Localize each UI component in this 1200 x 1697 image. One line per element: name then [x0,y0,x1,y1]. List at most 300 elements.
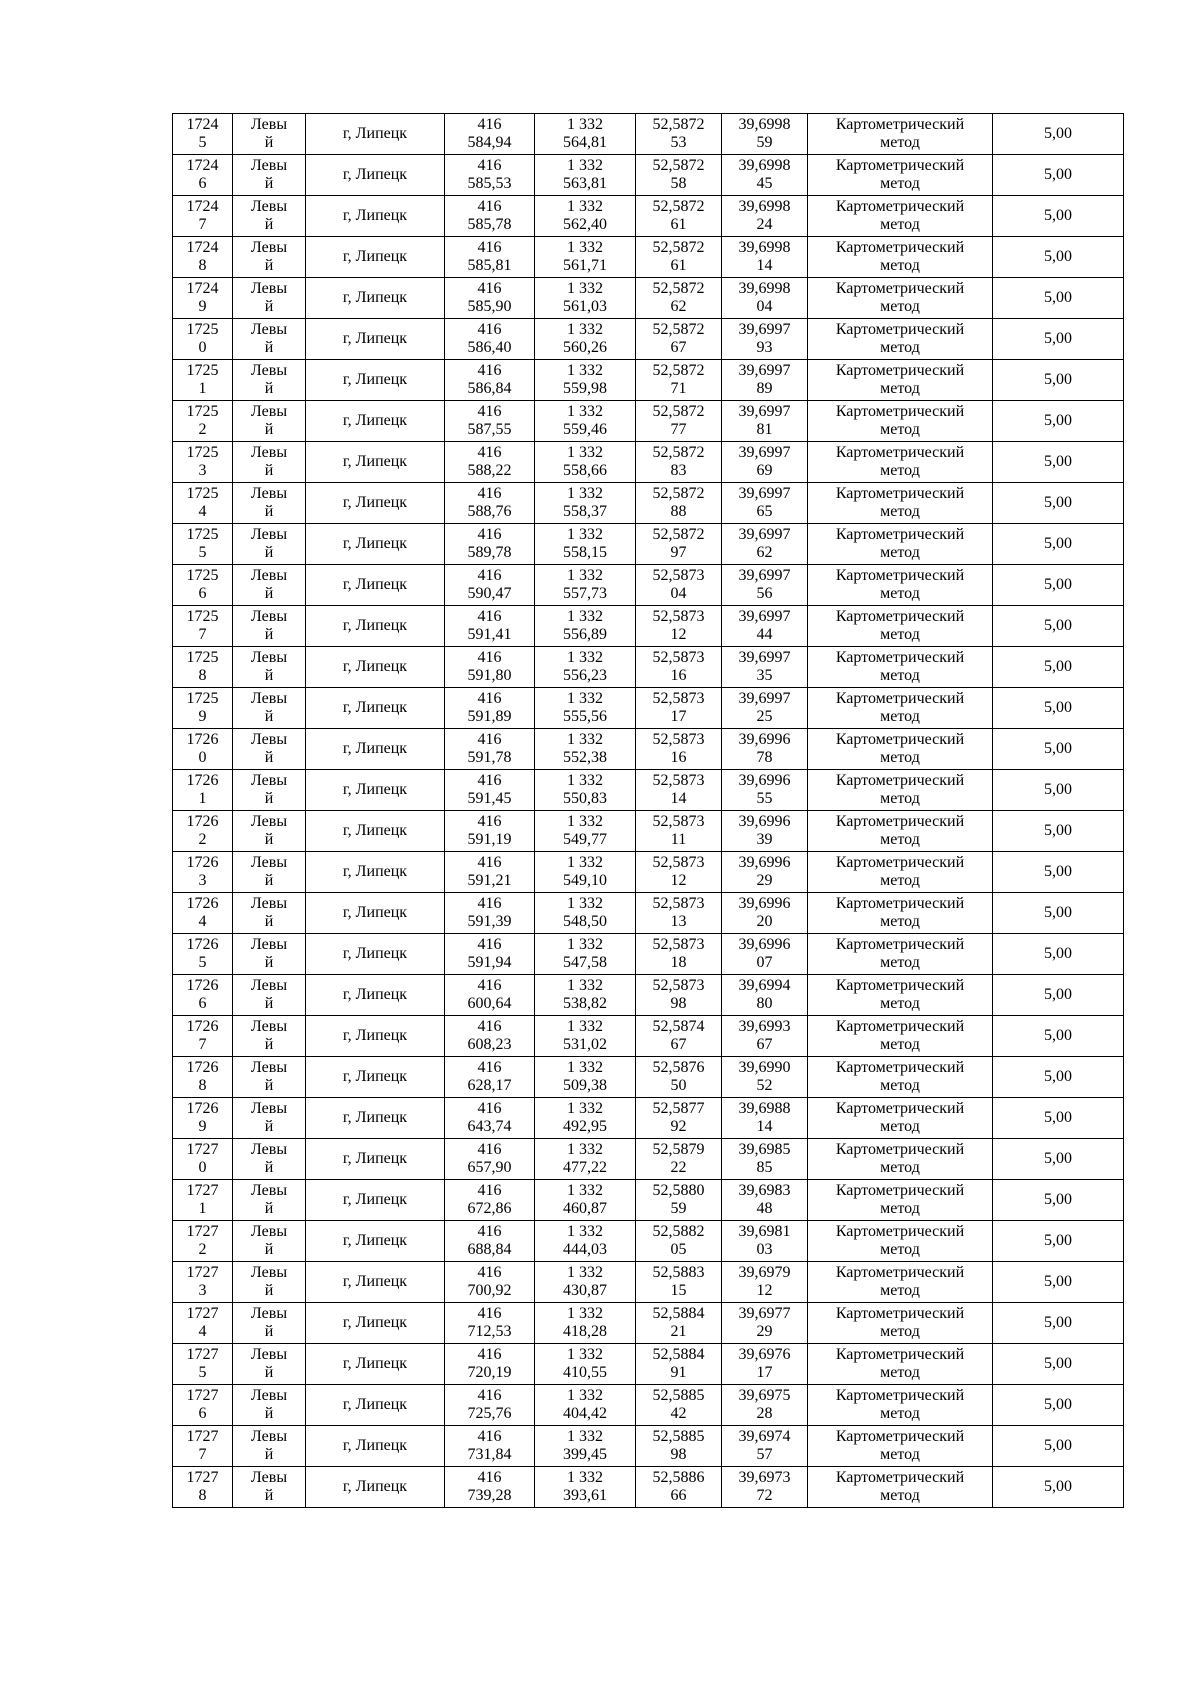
longitude-cell [722,811,808,852]
locality-cell [306,114,445,155]
cell-text: 44 [756,626,773,643]
point-number-cell [173,524,233,565]
point-number-cell [173,196,233,237]
cell-text: 5,00 [1044,248,1072,265]
latitude-cell [636,606,722,647]
cell-text: й [264,585,274,602]
cell-text: г, Липецк [342,207,408,224]
cell-text: 39,6975 [738,1387,791,1404]
cell-text: Картометрический [835,854,965,871]
cell-text: Картометрический [835,731,965,748]
longitude-cell [722,1098,808,1139]
cell-text: 416 [477,813,502,830]
cell-text: метод [880,1446,920,1463]
method-cell [808,278,993,319]
point-number-cell [173,401,233,442]
table-row [173,360,1124,401]
cell-text: 1 [198,1200,207,1217]
cell-text: 5,00 [1044,494,1072,511]
cell-text: 418,28 [563,1323,607,1340]
longitude-cell [722,975,808,1016]
cell-text: 416 [477,649,502,666]
latitude-cell [636,1385,722,1426]
cell-text: 52,5886 [652,1469,705,1486]
cell-text: 444,03 [563,1241,607,1258]
locality-cell [306,1016,445,1057]
cell-text: 591,94 [467,954,512,971]
latitude-cell [636,647,722,688]
cell-text: 416 [477,1346,502,1363]
cell-text: 52,5885 [652,1428,705,1445]
cell-text: 59 [756,134,773,151]
point-number-cell [173,606,233,647]
cell-text: г, Липецк [342,1109,408,1126]
cell-text: й [264,1282,274,1299]
cell-text: й [264,667,274,684]
cell-text: 5,00 [1044,289,1072,306]
method-cell [808,401,993,442]
method-cell [808,237,993,278]
y-coordinate-cell [535,319,636,360]
bank-side-cell [233,852,306,893]
accuracy-cell [993,1221,1124,1262]
x-coordinate-cell [445,1139,535,1180]
cell-text: 416 [477,157,502,174]
method-cell [808,934,993,975]
cell-text: й [264,1200,274,1217]
cell-text: 52,5882 [652,1223,705,1240]
bank-side-cell [233,442,306,483]
longitude-cell [722,1057,808,1098]
cell-text: 6 [198,175,207,192]
cell-text: 1 332 [567,1141,603,1158]
cell-text: 0 [198,749,207,766]
cell-text: 416 [477,526,502,543]
longitude-cell [722,155,808,196]
cell-text: 83 [670,462,687,479]
accuracy-cell [993,114,1124,155]
cell-text: 559,46 [563,421,607,438]
cell-text: 416 [477,239,502,256]
cell-text: 416 [477,567,502,584]
x-coordinate-cell [445,811,535,852]
cell-text: метод [880,831,920,848]
accuracy-cell [993,319,1124,360]
x-coordinate-cell [445,1385,535,1426]
cell-text: 67 [756,1036,773,1053]
cell-text: 586,84 [467,380,512,397]
longitude-cell [722,565,808,606]
point-number-cell [173,278,233,319]
cell-text: 52,5877 [652,1100,705,1117]
cell-text: г, Липецк [342,412,408,429]
cell-text: й [264,995,274,1012]
x-coordinate-cell [445,688,535,729]
cell-text: Картометрический [835,198,965,215]
cell-text: 585,81 [467,257,512,274]
latitude-cell [636,770,722,811]
cell-text: 8 [198,1487,207,1504]
point-number-cell [173,1344,233,1385]
x-coordinate-cell [445,1303,535,1344]
latitude-cell [636,1139,722,1180]
cell-text: Левы [250,198,288,215]
longitude-cell [722,1016,808,1057]
cell-text: 600,64 [467,995,512,1012]
cell-text: метод [880,1036,920,1053]
cell-text: 5,00 [1044,781,1072,798]
cell-text: 56 [756,585,773,602]
longitude-cell [722,114,808,155]
accuracy-cell [993,1180,1124,1221]
cell-text: 561,03 [563,298,607,315]
cell-text: Левы [250,1141,288,1158]
accuracy-cell [993,1139,1124,1180]
cell-text: 1726 [186,1059,219,1076]
cell-text: 45 [756,175,773,192]
cell-text: Картометрический [835,157,965,174]
cell-text: г, Липецк [342,330,408,347]
cell-text: й [264,421,274,438]
accuracy-cell [993,1385,1124,1426]
accuracy-cell [993,852,1124,893]
cell-text: 5,00 [1044,576,1072,593]
cell-text: метод [880,257,920,274]
cell-text: 5,00 [1044,617,1072,634]
latitude-cell [636,196,722,237]
longitude-cell [722,1344,808,1385]
method-cell [808,360,993,401]
cell-text: Картометрический [835,1018,965,1035]
cell-text: 5,00 [1044,822,1072,839]
table-row [173,1467,1124,1508]
cell-text: 1 332 [567,1100,603,1117]
cell-text: 1 332 [567,1223,603,1240]
cell-text: 416 [477,1141,502,1158]
point-number-cell [173,565,233,606]
cell-text: метод [880,1323,920,1340]
cell-text: 1726 [186,936,219,953]
cell-text: 1 332 [567,649,603,666]
cell-text: Картометрический [835,1223,965,1240]
cell-text: 1 332 [567,239,603,256]
x-coordinate-cell [445,1057,535,1098]
longitude-cell [722,1180,808,1221]
cell-text: метод [880,421,920,438]
cell-text: 5,00 [1044,535,1072,552]
longitude-cell [722,688,808,729]
table-row [173,114,1124,155]
cell-text: 11 [670,831,687,848]
cell-text: 52,5880 [652,1182,705,1199]
cell-text: 1 332 [567,1264,603,1281]
cell-text: 39,6988 [738,1100,791,1117]
accuracy-cell [993,893,1124,934]
y-coordinate-cell [535,1016,636,1057]
latitude-cell [636,114,722,155]
cell-text: г, Липецк [342,453,408,470]
cell-text: Левы [250,116,288,133]
y-coordinate-cell [535,401,636,442]
cell-text: 39,6997 [738,321,791,338]
cell-text: 560,26 [563,339,607,356]
cell-text: 65 [756,503,773,520]
cell-text: г, Липецк [342,863,408,880]
cell-text: 55 [756,790,773,807]
cell-text: 1726 [186,813,219,830]
x-coordinate-cell [445,1467,535,1508]
locality-cell [306,811,445,852]
cell-text: 416 [477,321,502,338]
cell-text: 93 [756,339,773,356]
cell-text: метод [880,626,920,643]
longitude-cell [722,442,808,483]
cell-text: 3 [198,1282,207,1299]
locality-cell [306,729,445,770]
latitude-cell [636,278,722,319]
bank-side-cell [233,893,306,934]
bank-side-cell [233,483,306,524]
table-row [173,729,1124,770]
cell-text: 559,98 [563,380,607,397]
table-row [173,1180,1124,1221]
y-coordinate-cell [535,483,636,524]
cell-text: г, Липецк [342,658,408,675]
cell-text: г, Липецк [342,166,408,183]
cell-text: 98 [670,995,687,1012]
cell-text: 52,5873 [652,936,705,953]
cell-text: 50 [670,1077,687,1094]
cell-text: 1726 [186,772,219,789]
cell-text: 399,45 [563,1446,607,1463]
latitude-cell [636,524,722,565]
x-coordinate-cell [445,114,535,155]
point-number-cell [173,647,233,688]
accuracy-cell [993,155,1124,196]
cell-text: 549,77 [563,831,607,848]
cell-text: 4 [198,503,207,520]
cell-text: 53 [670,134,687,151]
cell-text: й [264,503,274,520]
cell-text: й [264,298,274,315]
cell-text: 5 [198,134,207,151]
accuracy-cell [993,1426,1124,1467]
latitude-cell [636,1344,722,1385]
point-number-cell [173,893,233,934]
cell-text: г, Липецк [342,740,408,757]
cell-text: Левы [250,854,288,871]
latitude-cell [636,401,722,442]
cell-text: Картометрический [835,813,965,830]
cell-text: 1725 [186,362,219,379]
cell-text: 39,6998 [738,116,791,133]
cell-text: 416 [477,1182,502,1199]
cell-text: 59 [670,1200,687,1217]
longitude-cell [722,1303,808,1344]
longitude-cell [722,237,808,278]
y-coordinate-cell [535,852,636,893]
table-row [173,1262,1124,1303]
locality-cell [306,1098,445,1139]
accuracy-cell [993,811,1124,852]
cell-text: 39,6996 [738,936,791,953]
cell-text: метод [880,503,920,520]
table-row [173,1016,1124,1057]
cell-text: 2 [198,421,207,438]
bank-side-cell [233,1344,306,1385]
cell-text: 39,6983 [738,1182,791,1199]
cell-text: 85 [756,1159,773,1176]
cell-text: 66 [670,1487,687,1504]
locality-cell [306,1385,445,1426]
cell-text: 430,87 [563,1282,607,1299]
cell-text: 1 332 [567,1428,603,1445]
cell-text: 556,23 [563,667,607,684]
y-coordinate-cell [535,811,636,852]
cell-text: Картометрический [835,1387,965,1404]
cell-text: метод [880,995,920,1012]
table-body [173,114,1124,1508]
cell-text: 5,00 [1044,1109,1072,1126]
point-number-cell [173,688,233,729]
cell-text: 416 [477,403,502,420]
point-number-cell [173,1016,233,1057]
cell-text: метод [880,1200,920,1217]
cell-text: г, Липецк [342,1273,408,1290]
cell-text: 35 [756,667,773,684]
x-coordinate-cell [445,1221,535,1262]
cell-text: 720,19 [467,1364,512,1381]
bank-side-cell [233,1139,306,1180]
cell-text: г, Липецк [342,1027,408,1044]
cell-text: 1 [198,380,207,397]
cell-text: 1 332 [567,157,603,174]
cell-text: й [264,1487,274,1504]
cell-text: 5,00 [1044,1478,1072,1495]
cell-text: Картометрический [835,1469,965,1486]
cell-text: Картометрический [835,936,965,953]
method-cell [808,688,993,729]
cell-text: 62 [670,298,687,315]
latitude-cell [636,1221,722,1262]
locality-cell [306,442,445,483]
cell-text: 477,22 [563,1159,607,1176]
table-row [173,811,1124,852]
cell-text: 1 332 [567,567,603,584]
cell-text: 558,15 [563,544,607,561]
cell-text: Картометрический [835,1141,965,1158]
cell-text: 7 [198,216,207,233]
cell-text: г, Липецк [342,1150,408,1167]
cell-text: 81 [756,421,773,438]
cell-text: 16 [670,749,687,766]
cell-text: 1727 [186,1141,219,1158]
y-coordinate-cell [535,934,636,975]
accuracy-cell [993,1098,1124,1139]
cell-text: 52,5872 [652,157,705,174]
cell-text: 39 [756,831,773,848]
cell-text: Левы [250,526,288,543]
cell-text: г, Липецк [342,125,408,142]
cell-text: Картометрический [835,444,965,461]
cell-text: 712,53 [467,1323,512,1340]
x-coordinate-cell [445,237,535,278]
y-coordinate-cell [535,1385,636,1426]
cell-text: 1725 [186,444,219,461]
cell-text: 1725 [186,608,219,625]
method-cell [808,1385,993,1426]
longitude-cell [722,1221,808,1262]
cell-text: 585,90 [467,298,512,315]
cell-text: 9 [198,298,207,315]
cell-text: 1727 [186,1387,219,1404]
cell-text: й [264,831,274,848]
method-cell [808,565,993,606]
cell-text: Картометрический [835,1182,965,1199]
cell-text: 584,94 [467,134,512,151]
cell-text: й [264,216,274,233]
cell-text: 8 [198,257,207,274]
cell-text: метод [880,216,920,233]
cell-text: 1724 [186,157,219,174]
y-coordinate-cell [535,770,636,811]
cell-text: г, Липецк [342,248,408,265]
cell-text: 61 [670,257,687,274]
cell-text: й [264,462,274,479]
cell-text: 52,5873 [652,567,705,584]
cell-text: метод [880,1077,920,1094]
y-coordinate-cell [535,729,636,770]
method-cell [808,1057,993,1098]
cell-text: Картометрический [835,1100,965,1117]
cell-text: 69 [756,462,773,479]
accuracy-cell [993,647,1124,688]
x-coordinate-cell [445,1426,535,1467]
cell-text: 1726 [186,1100,219,1117]
latitude-cell [636,1057,722,1098]
cell-text: 416 [477,1387,502,1404]
cell-text: 416 [477,1264,502,1281]
table-row [173,1139,1124,1180]
bank-side-cell [233,360,306,401]
cell-text: г, Липецк [342,494,408,511]
locality-cell [306,893,445,934]
cell-text: 557,73 [563,585,607,602]
cell-text: й [264,1036,274,1053]
y-coordinate-cell [535,196,636,237]
cell-text: 1 332 [567,1059,603,1076]
cell-text: 3 [198,872,207,889]
longitude-cell [722,524,808,565]
cell-text: 1 332 [567,936,603,953]
locality-cell [306,1426,445,1467]
cell-text: Левы [250,1018,288,1035]
accuracy-cell [993,770,1124,811]
cell-text: 52,5873 [652,895,705,912]
cell-text: 39,6996 [738,854,791,871]
cell-text: г, Липецк [342,1437,408,1454]
cell-text: 7 [198,626,207,643]
cell-text: 52,5872 [652,444,705,461]
bank-side-cell [233,606,306,647]
cell-text: 14 [756,257,773,274]
accuracy-cell [993,688,1124,729]
cell-text: 1727 [186,1305,219,1322]
cell-text: метод [880,380,920,397]
cell-text: 1 332 [567,895,603,912]
cell-text: й [264,544,274,561]
bank-side-cell [233,237,306,278]
